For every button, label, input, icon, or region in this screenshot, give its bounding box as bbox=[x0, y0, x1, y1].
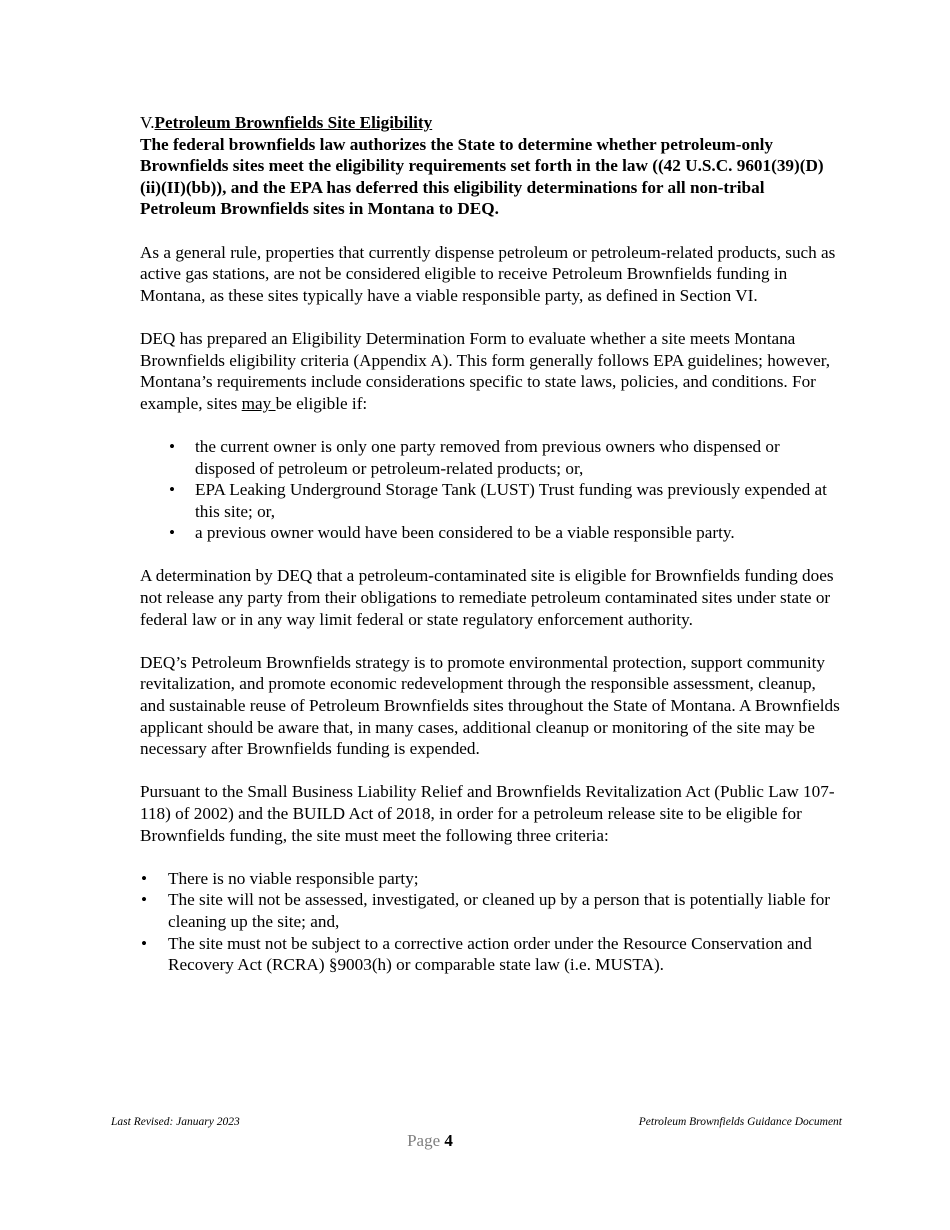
paragraph-general-rule: As a general rule, properties that currently dispense petroleum or petroleum-related products, such as active gas stations, are not be considered eligible to receive Petroleum Brownfields funding in Montana, as these sites typically have a viable responsible party, as defined in Section VI. bbox=[140, 242, 836, 305]
list-item: • The site must not be subject to a corrective action order under the Resource Conservation and Recovery Act (RCRA) §9003(h) or comparable state law (i.e. MUSTA). bbox=[140, 933, 840, 976]
criteria-list bbox=[140, 868, 840, 976]
document-body bbox=[140, 112, 840, 976]
section-number: V. bbox=[140, 113, 155, 132]
footer-revision-date: Last Revised: January 2023 bbox=[111, 1116, 240, 1128]
section-intro: The federal brownfields law authorizes the State to determine whether petroleum-only Brownfields sites meet the eligibility requirements set forth in the law ((42 U.S.C. 9601(39)(D)(ii)(II)(bb)), and the EPA has deferred this eligibility determinations for all non-tribal Petroleum Brownfields sites in Montana to DEQ. bbox=[140, 134, 824, 219]
list-item: • The site will not be assessed, investigated, or cleaned up by a person that is potentially liable for cleaning up the site; and, bbox=[140, 889, 840, 932]
eligibility-list bbox=[140, 436, 840, 544]
list-item: • There is no viable responsible party; bbox=[140, 868, 840, 890]
list-item: • the current owner is only one party removed from previous owners who dispensed or disposed of petroleum or petroleum-related products; or, bbox=[140, 436, 840, 479]
paragraph-eligibility-form bbox=[140, 328, 840, 414]
page-number-value: 4 bbox=[444, 1131, 453, 1150]
paragraph-criteria-intro: Pursuant to the Small Business Liability Relief and Brownfields Revitalization Act (Public Law 107-118) of 2002) and the BUILD Act of 2018, in order for a petroleum release site to be eligible for Brownfields funding, the site must meet the following three criteria: bbox=[140, 782, 835, 845]
footer-document-title: Petroleum Brownfields Guidance Document bbox=[638, 1116, 842, 1128]
paragraph-determination: A determination by DEQ that a petroleum-contaminated site is eligible for Brownfields funding does not release any party from their obligations to remediate petroleum contaminated sites under state or federal law or in any way limit federal or state regulatory enforcement authority. bbox=[140, 566, 834, 629]
section-title: Petroleum Brownfields Site Eligibility bbox=[154, 113, 433, 132]
page-label: Page bbox=[407, 1131, 445, 1150]
page-number bbox=[0, 1131, 860, 1151]
list-item: • EPA Leaking Underground Storage Tank (LUST) Trust funding was previously expended at this site; or, bbox=[140, 479, 840, 522]
section-heading bbox=[140, 112, 840, 134]
list-item: • a previous owner would have been considered to be a viable responsible party. bbox=[140, 522, 840, 544]
paragraph-strategy: DEQ’s Petroleum Brownfields strategy is to promote environmental protection, support community revitalization, and promote economic redevelopment through the responsible assessment, cleanup, and sustainable reuse of Petroleum Brownfields sites throughout the State of Montana. A Brownfields applicant should be aware that, in many cases, additional cleanup or monitoring of the site may be necessary after Brownfields funding is expended. bbox=[140, 652, 840, 759]
underlined-may: may bbox=[241, 393, 276, 413]
paragraph-eligibility-form-text: DEQ has prepared an Eligibility Determination Form to evaluate whether a site meets Montana Brownfields eligibility criteria (Appendix A). This form generally follows EPA guidelines; however, Montana’s requirements include considerations specific to state laws, policies, and conditions. For example, sites bbox=[140, 328, 831, 413]
paragraph-eligibility-form-end: be eligible if: bbox=[275, 393, 368, 413]
